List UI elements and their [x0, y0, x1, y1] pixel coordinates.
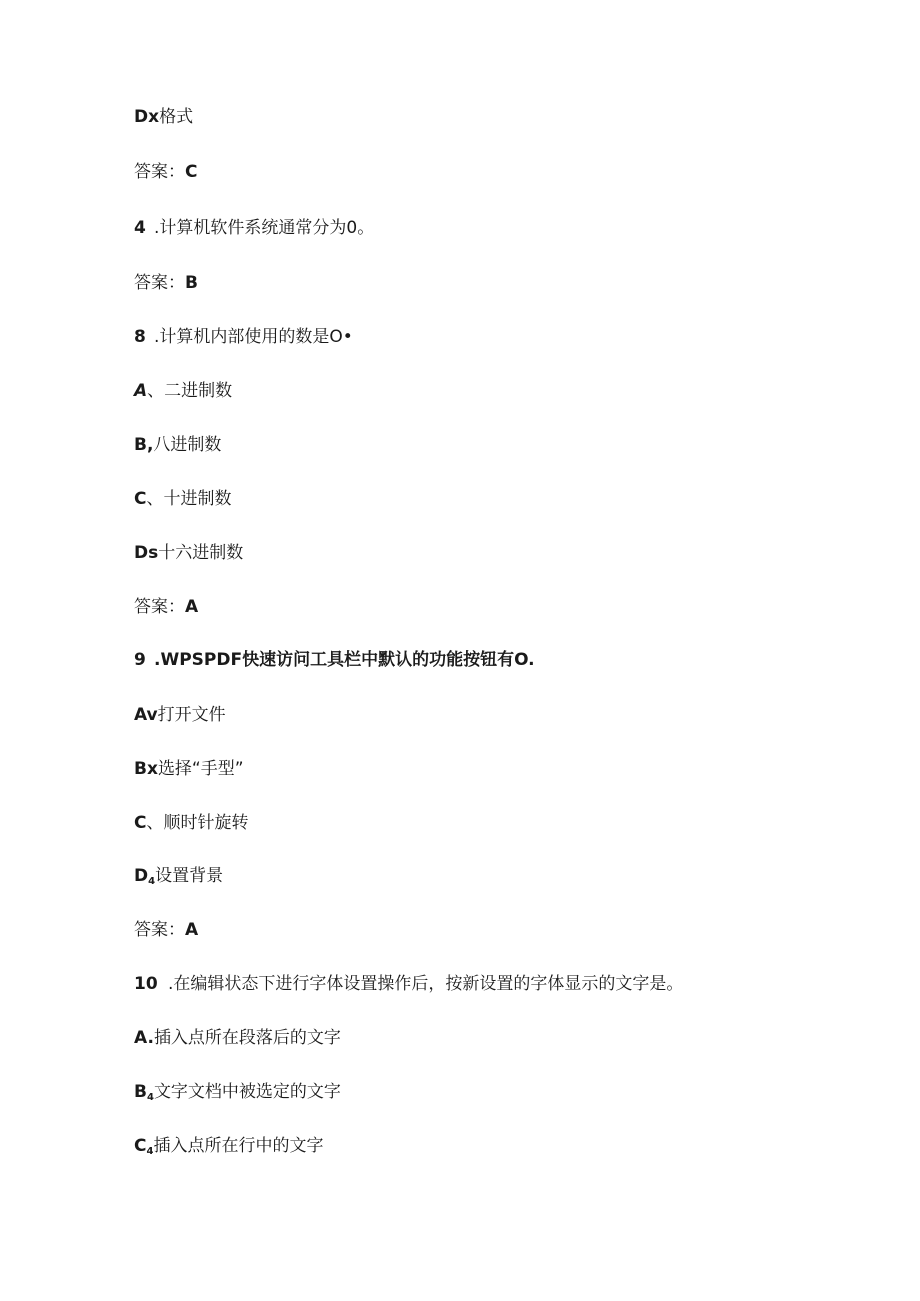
option-label: C: [134, 813, 147, 833]
option-text: 选择“手型”: [157, 759, 244, 779]
question-number: 10: [134, 974, 158, 994]
option-label-subscript: 4: [146, 1092, 154, 1103]
option-text: 、十进制数: [146, 489, 232, 509]
option-text: 设置背景: [155, 866, 224, 886]
option-d: [134, 542, 243, 564]
question-text: .计算机内部使用的数是O•: [154, 327, 353, 347]
option-label: C: [134, 1136, 147, 1156]
option-text: 八进制数: [153, 435, 222, 455]
option-c: [134, 488, 231, 510]
answer-line: [134, 596, 198, 618]
option-a: [134, 380, 232, 402]
option-text: 、二进制数: [147, 381, 233, 401]
option-label-subscript: 4: [146, 1146, 154, 1157]
answer-label: 答案：: [134, 920, 185, 940]
option-label: A: [134, 381, 148, 401]
option-label: Dx: [134, 107, 160, 127]
option-label: Ds: [134, 543, 159, 563]
option-c: [134, 812, 248, 834]
question-9: [134, 649, 535, 671]
answer-label: 答案：: [134, 162, 185, 182]
answer-value: B: [185, 273, 198, 293]
option-d-format: [134, 106, 193, 128]
option-label: Av: [134, 705, 158, 725]
option-text: 打开文件: [157, 705, 226, 725]
option-text: 格式: [159, 107, 194, 127]
question-text: .WPSPDF快速访问工具栏中默认的功能按钮有O.: [154, 650, 535, 670]
question-text: .在编辑状态下进行字体设置操作后，按新设置的字体显示的文字是。: [168, 974, 684, 994]
option-d: [134, 865, 223, 893]
question-number: 9: [134, 650, 146, 670]
option-a: [134, 704, 226, 726]
question-4: [134, 217, 374, 239]
option-text: 文字文档中被选定的文字: [153, 1082, 341, 1102]
answer-line: [134, 919, 198, 941]
question-8: [134, 326, 353, 348]
question-number: 4: [134, 218, 146, 238]
option-a: [134, 1027, 341, 1049]
option-label: B,: [134, 435, 154, 455]
option-b: [134, 1081, 341, 1109]
answer-value: A: [185, 597, 199, 617]
option-text: 插入点所在段落后的文字: [153, 1028, 341, 1048]
question-text: .计算机软件系统通常分为0。: [154, 218, 375, 238]
answer-line: [134, 161, 197, 183]
option-label-subscript: 4: [148, 876, 156, 887]
option-b: [134, 758, 244, 780]
option-label: B: [134, 1082, 147, 1102]
option-label: A.: [134, 1028, 154, 1048]
option-text: 十六进制数: [158, 543, 244, 563]
answer-line: [134, 272, 198, 294]
option-c: [134, 1135, 323, 1163]
option-label: C: [134, 489, 147, 509]
question-10: [134, 973, 683, 995]
option-text: 插入点所在行中的文字: [153, 1136, 324, 1156]
answer-label: 答案：: [134, 597, 185, 617]
option-b: [134, 434, 221, 456]
question-number: 8: [134, 327, 146, 347]
answer-label: 答案：: [134, 273, 185, 293]
answer-value: C: [185, 162, 198, 182]
option-label: Bx: [134, 759, 158, 779]
answer-value: A: [185, 920, 199, 940]
option-label: D: [134, 866, 149, 886]
option-text: 、顺时针旋转: [146, 813, 249, 833]
